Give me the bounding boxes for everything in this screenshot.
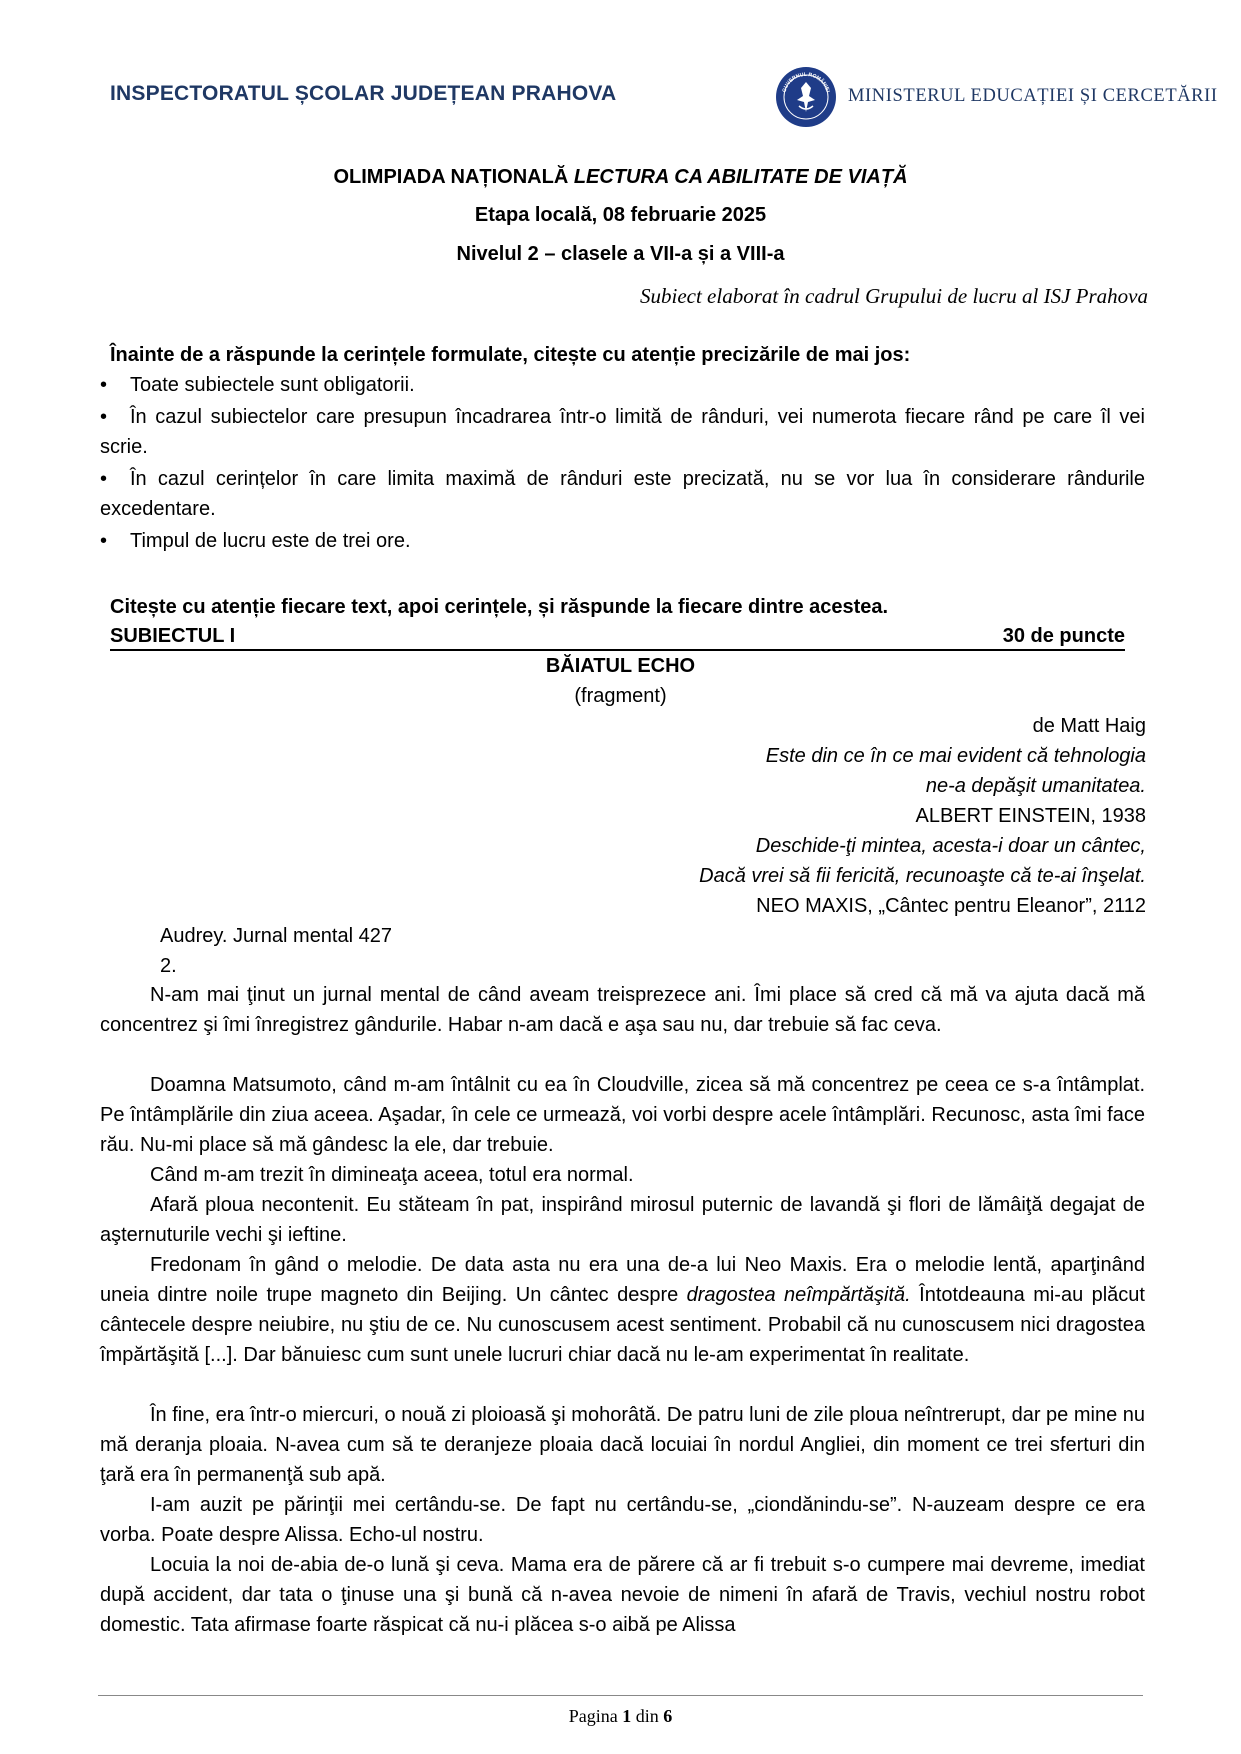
- journal-heading: Audrey. Jurnal mental 427: [160, 925, 392, 947]
- seal-text: GUVERNUL ROMÂNIEI: [781, 71, 831, 94]
- subject-points: 30 de puncte: [1002, 625, 1125, 647]
- ministry-name: MINISTERUL EDUCAȚIEI ȘI CERCETĂRII: [848, 86, 1218, 106]
- text-title: BĂIATUL ECHO: [545, 655, 696, 677]
- instruction-item: • În cazul subiectelor care presupun încadrarea într-o limită de rânduri, vei numerota fiecare rând pe care îl vei scrie.: [100, 402, 1145, 462]
- read-instruction: Citește cu atenție fiecare text, apoi cerințele, și răspunde la fiecare dintre acestea.: [110, 596, 889, 618]
- epigraph-source: NEO MAXIS, „Cântec pentru Eleanor”, 2112: [756, 895, 1146, 917]
- page-number: Pagina 1 din 6: [568, 1706, 673, 1726]
- text-author: de Matt Haig: [1032, 715, 1146, 737]
- text-paragraph: Fredonam în gând o melodie. De data asta nu era una de-a lui Neo Maxis. Era o melodie lentă, aparţinând uneia dintre noile trupe magneto din Beijing. Un cântec despre dragostea neîmpărtăşită. Întotdeauna mi-au plăcut cântecele despre neiubire, nu ştiu de ce. Nu cunoscusem acest sentiment. Probabil că nu cunoscusem nici dragostea împărtăşită [...]. Dar bănuiesc cum sunt unele lucruri chiar dacă nu le-am experimentat în realitate.: [100, 1254, 1145, 1366]
- text-paragraph: În fine, era într-o miercuri, o nouă zi ploioasă şi mohorâtă. De patru luni de zile ploua neîntrerupt, dar pe mine nu mă deranja ploaia. N-avea cum să te deranjeze ploaia dacă locuiai în nordul Angliei, din moment ce trei sferturi din ţară era în permanenţă sub apă.: [100, 1404, 1145, 1486]
- instructions-heading: Înainte de a răspunde la cerințele formulate, citește cu atenție precizările de mai jos:: [110, 344, 911, 366]
- section-number: 2.: [160, 955, 177, 977]
- epigraph-line: Deschide-ţi mintea, acesta-i doar un cântec,: [755, 835, 1146, 857]
- bullet-icon: •: [100, 468, 108, 490]
- epigraph-line: Dacă vrei să fii fericită, recunoaşte că te-ai înşelat.: [699, 865, 1146, 887]
- government-seal-icon: [775, 66, 837, 128]
- emphasized-text: dragostea neîmpărtăşită.: [686, 1284, 911, 1306]
- subject-label: SUBIECTUL I: [110, 625, 236, 647]
- bullet-icon: •: [100, 406, 108, 428]
- inspectorate-name: INSPECTORATUL ȘCOLAR JUDEȚEAN PRAHOVA: [110, 82, 617, 105]
- olympiad-title-italic: LECTURA CA ABILITATE DE VIAȚĂ: [573, 166, 908, 188]
- footer-divider: [98, 1695, 1143, 1696]
- epigraph-line: ne-a depăşit umanitatea.: [925, 775, 1146, 797]
- text-paragraph: Afară ploua necontenit. Eu stăteam în pat, inspirând mirosul puternic de lavandă şi flori de lămâiţă degajat de aşternuturile vechi şi ieftine.: [100, 1194, 1145, 1246]
- text-paragraph: Doamna Matsumoto, când m-am întâlnit cu ea în Cloudville, zicea să mă concentrez pe ceea ce s-a întâmplat. Pe întâmplările din ziua aceea. Aşadar, în cele ce urmează, voi vorbi despre acele întâmplări. Recunosc, asta îmi face rău. Nu-mi place să mă gândesc la ele, dar trebuie.: [100, 1074, 1145, 1156]
- instruction-item: • În cazul cerințelor în care limita maximă de rânduri este precizată, nu se vor lua în considerare rândurile excedentare.: [100, 464, 1145, 524]
- text-paragraph: Locuia la noi de-abia de-o lună şi ceva. Mama era de părere că ar fi trebuit s-o cumpere mai devreme, imediat după accident, dar tata o ţinuse una şi bună că n-avea nevoie de nimeni în afară de Travis, vechiul nostru robot domestic. Tata afirmase foarte răspicat că nu-i plăcea s-o aibă pe Alissa: [100, 1554, 1145, 1636]
- instruction-item: • Toate subiectele sunt obligatorii.: [100, 370, 1145, 400]
- epigraph-line: Este din ce în ce mai evident că tehnologia: [765, 745, 1146, 767]
- epigraph-source: ALBERT EINSTEIN, 1938: [915, 805, 1146, 827]
- text-paragraph: N-am mai ţinut un jurnal mental de când aveam treisprezece ani. Îmi place să cred că mă va ajuta dacă mă concentrez şi îmi înregistrez gândurile. Habar n-am dacă e aşa sau nu, dar trebuie să fac ceva.: [100, 984, 1145, 1036]
- bullet-icon: •: [100, 530, 108, 552]
- bullet-icon: •: [100, 374, 108, 396]
- olympiad-title: OLIMPIADA NAȚIONALĂ LECTURA CA ABILITATE DE VIAȚĂ: [333, 166, 908, 188]
- text-subtitle: (fragment): [574, 685, 667, 707]
- level-classes: Nivelul 2 – clasele a VII-a și a VIII-a: [456, 243, 785, 265]
- total-pages: 6: [663, 1706, 673, 1726]
- subject-header: [110, 625, 1125, 651]
- current-page: 1: [622, 1706, 632, 1726]
- instruction-item: • Timpul de lucru este de trei ore.: [100, 526, 1145, 556]
- subject-author-note: Subiect elaborat în cadrul Grupului de lucru al ISJ Prahova: [639, 284, 1148, 308]
- stage-date: Etapa locală, 08 februarie 2025: [474, 204, 767, 226]
- text-paragraph: Când m-am trezit în dimineaţa aceea, totul era normal.: [150, 1164, 634, 1186]
- text-paragraph: I-am auzit pe părinţii mei certându-se. De fapt nu certându-se, „ciondănindu-se”. N-auzeam despre ce era vorba. Poate despre Alissa. Echo-ul nostru.: [100, 1494, 1145, 1546]
